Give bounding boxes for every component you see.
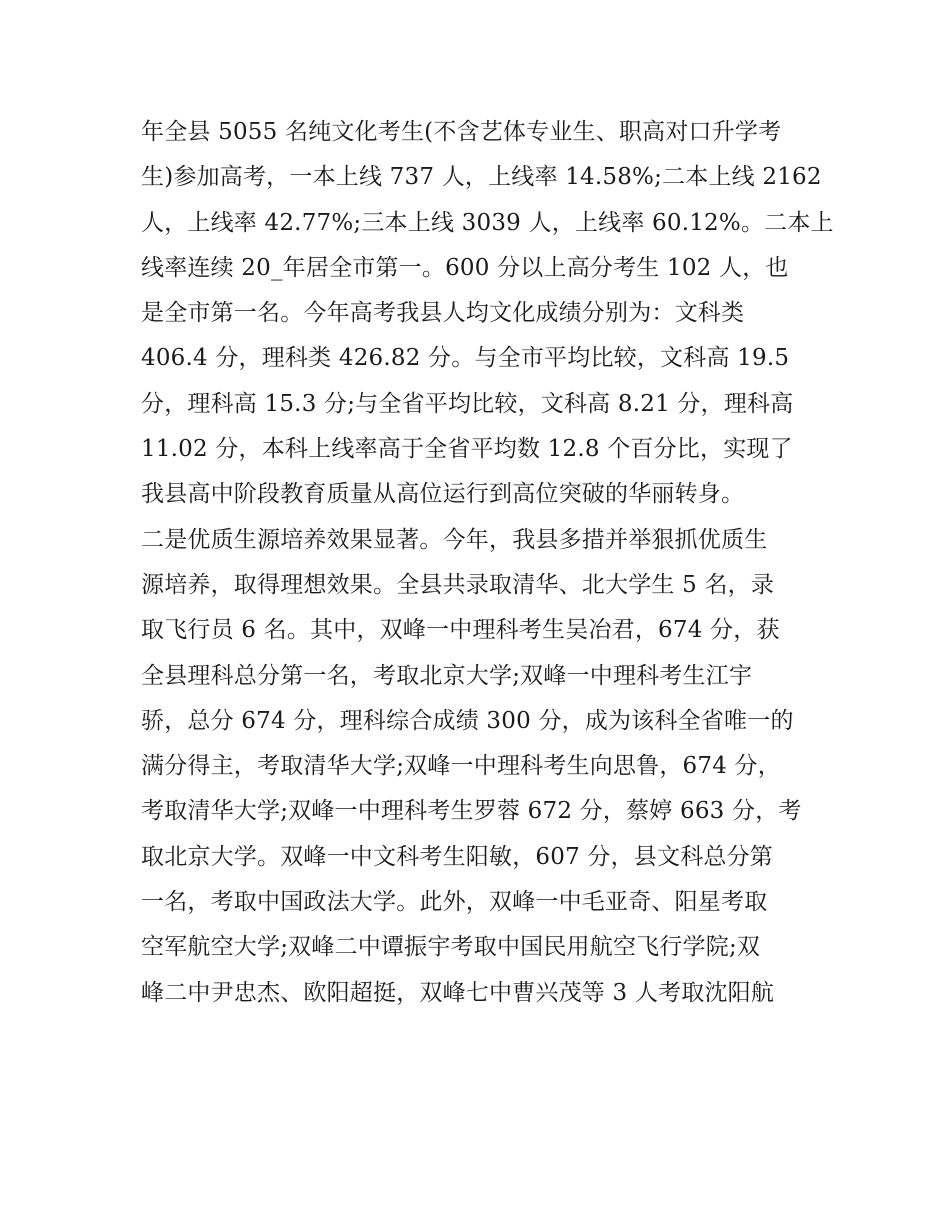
- text-line: 11.02 分，本科上线率高于全省平均数 12.8 个百分比，实现了: [141, 436, 793, 463]
- text-line: 取北京大学。双峰一中文科考生阳敏，607 分，县文科总分第: [141, 843, 774, 870]
- text-line: 线率连续 20_年居全市第一。600 分以上高分考生 102 人，也: [141, 254, 789, 281]
- body-text: [141, 110, 834, 1016]
- text-line: 406.4 分，理科类 426.82 分。与全市平均比较，文科高 19.5: [141, 345, 790, 372]
- text-line: 一名，考取中国政法大学。此外，双峰一中毛亚奇、阳星考取: [141, 889, 768, 916]
- text-line: 取飞行员 6 名。其中，双峰一中理科考生吴冶君，674 分，获: [141, 617, 780, 644]
- text-line: 峰二中尹忠杰、欧阳超挺，双峰七中曹兴茂等 3 人考取沈阳航: [141, 979, 775, 1006]
- text-line: 骄，总分 674 分，理科综合成绩 300 分，成为该科全省唯一的: [141, 707, 794, 734]
- text-line: 源培养，取得理想效果。全县共录取清华、北大学生 5 名，录: [141, 571, 775, 598]
- text-line: 二是优质生源培养效果显著。今年，我县多措并举狠抓优质生: [141, 526, 768, 553]
- text-line: 考取清华大学;双峰一中理科考生罗蓉 672 分，蔡婷 663 分，考: [141, 798, 802, 825]
- text-line: 空军航空大学;双峰二中谭振宇考取中国民用航空飞行学院;双: [141, 934, 761, 961]
- text-line: 年全县 5055 名纯文化考生(不含艺体专业生、职高对口升学考: [141, 119, 782, 145]
- text-line: 人，上线率 42.77%;三本上线 3039 人，上线率 60.12%。二本上: [141, 209, 834, 236]
- text-line: 全县理科总分第一名，考取北京大学;双峰一中理科考生江宇: [141, 662, 753, 689]
- text-line: 是全市第一名。今年高考我县人均文化成绩分别为：文科类: [141, 300, 745, 327]
- text-line: 生)参加高考，一本上线 737 人，上线率 14.58%;二本上线 2162: [141, 164, 822, 191]
- text-line: 分，理科高 15.3 分;与全省平均比较，文科高 8.21 分，理科高: [141, 390, 794, 417]
- text-line: 满分得主，考取清华大学;双峰一中理科考生向思鲁，674 分，: [141, 753, 781, 780]
- text-line: 我县高中阶段教育质量从高位运行到高位突破的华丽转身。: [141, 481, 745, 508]
